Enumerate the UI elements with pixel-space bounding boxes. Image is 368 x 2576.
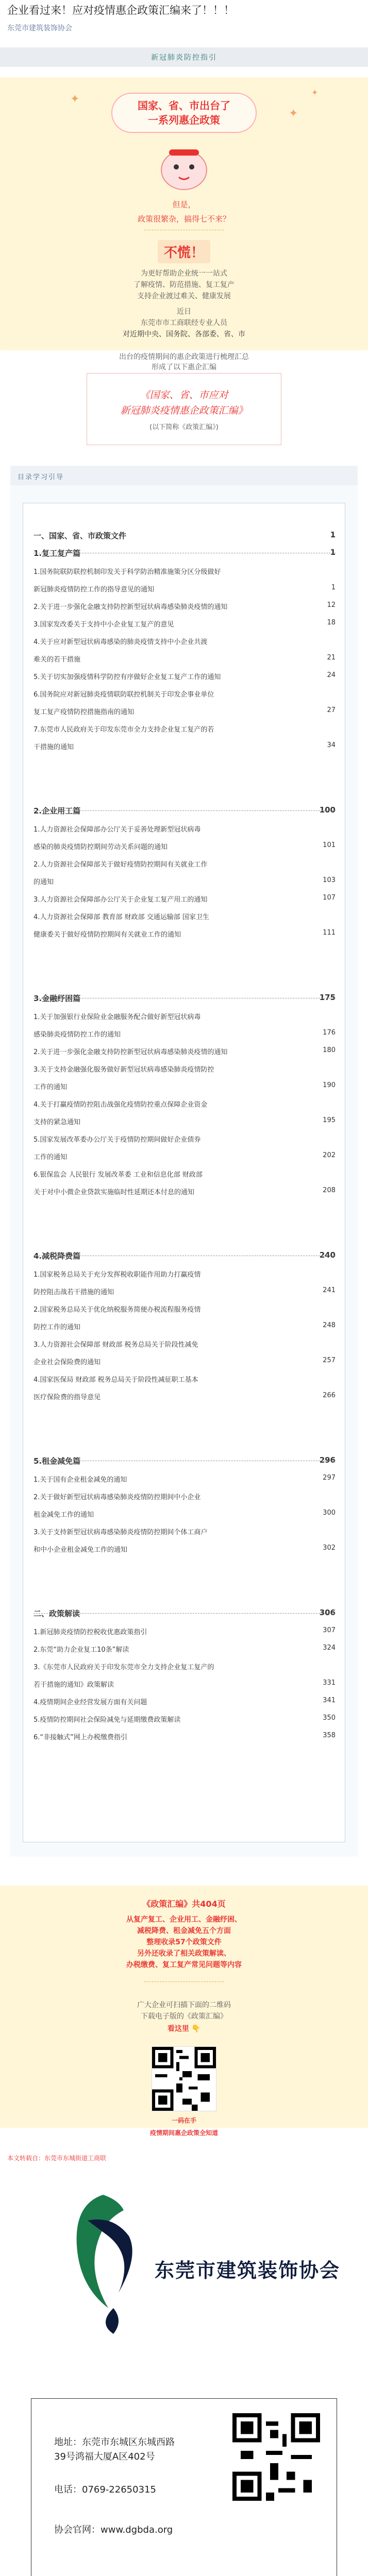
dashed-divider <box>34 1613 336 1614</box>
toc-item-title: 复工复产疫情防控措施指南的通知 <box>34 708 135 716</box>
toc-item-title: 2.关于做好新型冠状病毒感染肺炎疫情防控期间中小企业 <box>34 1494 201 1501</box>
toc-item-page: 103 <box>323 876 336 884</box>
toc-item-title: 1.新冠肺炎疫情防控税收优惠政策指引 <box>34 1629 147 1636</box>
website-link[interactable]: www.dgbda.org <box>101 2524 173 2535</box>
banner-text: 新冠肺炎防控指引 <box>151 54 217 62</box>
toc-item-title: 3.《东莞市人民政府关于印发东莞市全力支持企业复工复产的 <box>34 1664 214 1671</box>
toc-item-page: 21 <box>327 654 336 662</box>
toc-item-title: 难关的若干措施 <box>34 656 81 664</box>
toc-item-page: 331 <box>323 1679 336 1687</box>
summary-line: 从复产复工、企业用工、金融纾困、 <box>126 1916 242 1924</box>
intro-body-line: 近日 <box>177 308 191 316</box>
toc-item-page: 300 <box>323 1509 336 1517</box>
qr-note-look: 看这里 👇 <box>167 2025 201 2033</box>
toc-item-page: 324 <box>323 1644 336 1652</box>
toc-item-title: 4.关于打赢疫情防控阻击战强化疫情防控重点保障企业资金 <box>34 1101 208 1109</box>
toc-heading-page: 306 <box>319 1608 336 1617</box>
toc-item-title: 感染的肺炎疫情防控期间劳动关系问题的通知 <box>34 843 168 851</box>
toc-item-page: 208 <box>323 1187 336 1194</box>
intro-card <box>0 77 368 350</box>
qr-note: 一码在手 <box>171 2117 196 2124</box>
intro-body-line: 为更好帮助企业统一一站式 <box>141 269 227 278</box>
toc-item-title: 7.东莞市人民政府关于印发东莞市全力支持企业复工复产的若 <box>34 726 214 734</box>
star-icon: ✦ <box>311 88 319 97</box>
toc-header-text: 目录学习引导 <box>18 473 64 481</box>
qr-note: 疫情期间惠企政策全知道 <box>149 2129 218 2137</box>
toc-item-title: 3.关于支持新型冠状病毒感染肺炎疫情防控期间个体工商户 <box>34 1529 208 1536</box>
toc-item-title: 防控工作的通知 <box>34 1324 81 1331</box>
no-worry-text: 不慌！ <box>158 240 210 263</box>
toc-item-title: 工作的通知 <box>34 1083 68 1091</box>
toc-item-title: 5.关于切实加强疫情科学防控有序做好企业复工复产工作的通知 <box>34 673 221 681</box>
toc-item-title: 的通知 <box>34 878 54 886</box>
toc-item-title: 3.人力资源社会保障部办公厅关于企业复工复产用工的通知 <box>34 896 208 904</box>
credit-line: 本文转载自：东莞市东城街道工商联 <box>7 2155 107 2162</box>
toc-item-page: 248 <box>323 1321 336 1329</box>
phone-number: 0769-22650315 <box>82 2484 156 2495</box>
toc-heading-title: 二、政策解读 <box>34 1609 80 1618</box>
toc-item-page: 350 <box>323 1714 336 1722</box>
toc-item-page: 176 <box>323 1029 336 1037</box>
toc-heading-page: 100 <box>319 805 336 815</box>
association-logo-icon <box>67 2190 144 2339</box>
toc-item-title: 3.国家发改委关于支持中小企业复工复产的意见 <box>34 621 174 629</box>
compilation-subtitle: (以下简称《政策汇编》) <box>149 423 219 431</box>
toc-item-title: 企业社会保险费的通知 <box>34 1359 101 1366</box>
star-icon: ✦ <box>70 93 80 106</box>
toc-item-page: 190 <box>323 1081 336 1089</box>
intro-body-line: 形成了以下惠企汇编 <box>152 363 216 371</box>
summary-line: 整理收录57个政策文件 <box>146 1938 222 1946</box>
toc-item-title: 关于对中小微企业贷款实施临时性延期还本付息的通知 <box>34 1189 195 1196</box>
toc-item-title: 医疗保险费的指导意见 <box>34 1394 101 1401</box>
toc-item-title: 和中小企业租金减免工作的通知 <box>34 1546 128 1554</box>
qr-note: 广大企业可扫描下面的二维码 <box>137 2001 231 2009</box>
toc-header <box>10 466 358 485</box>
toc-item-page: 1 <box>331 584 336 591</box>
address-line-2: 39号鸿福大厦A区402号 <box>54 2451 155 2462</box>
toc-item-title: 4.国家医保局 财政部 税务总局关于阶段性减征职工基本 <box>34 1376 198 1384</box>
toc-item-title: 3.人力资源社会保障部 财政部 税务总局关于阶段性减免 <box>34 1341 198 1349</box>
toc-item-page: 195 <box>323 1116 336 1124</box>
toc-item-title: 1.关于加强银行业保险业金融服务配合做好新型冠状病毒 <box>34 1013 201 1021</box>
toc-item-page: 111 <box>323 929 336 937</box>
summary-line: 办税缴费、复工复产常见问题等内容 <box>126 1961 242 1969</box>
toc-item-title: 支持的紧急通知 <box>34 1118 81 1126</box>
summary-line: 减税降费、租金减免五个方面 <box>137 1927 231 1935</box>
website-row <box>54 2522 173 2536</box>
phone-label: 电话： <box>54 2484 82 2495</box>
prevention-banner <box>0 47 368 67</box>
toc-item-title: 2.关于进一步强化金融支持防控新型冠状病毒感染肺炎疫情的通知 <box>34 603 228 611</box>
source-account-link[interactable]: 东莞市建筑装饰协会 <box>7 24 72 32</box>
dashed-divider <box>34 810 336 811</box>
toc-item-title: 感染肺炎疫情防控工作的通知 <box>34 1031 121 1039</box>
toc-item-page: 307 <box>323 1626 336 1634</box>
toc-item-title: 租金减免工作的通知 <box>34 1511 94 1519</box>
toc-item-title: 1.国务院联防联控机制印发关于科学防治精准施策分区分级做好 <box>34 568 221 576</box>
toc-item-title: 防控阻击战若干措施的通知 <box>34 1289 114 1296</box>
toc-item-title: 2.人力资源社会保障部关于做好疫情防控期间有关就业工作 <box>34 861 208 869</box>
compilation-title-line-1: 《国家、省、市应对 <box>140 389 228 401</box>
toc-heading-title: 4.减税降费篇 <box>34 1251 81 1261</box>
intro-body-line: 支持企业渡过难关、健康发展 <box>137 292 231 300</box>
pill-line-2: 一系列惠企政策 <box>148 114 220 126</box>
compilation-title-line-2: 新冠肺炎疫情惠企政策汇编》 <box>120 404 248 416</box>
toc-heading-page: 296 <box>319 1455 336 1465</box>
toc-item-page: 107 <box>323 894 336 902</box>
intro-body-line: 对近期中央、国务院、各部委、省、市 <box>123 330 245 338</box>
toc-item-title: 6.银保监会 人民银行 发展改革委 工业和信息化部 财政部 <box>34 1171 203 1179</box>
toc-item-title: 健康委关于做好疫情防控期间有关就业工作的通知 <box>34 931 181 939</box>
association-name: 东莞市建筑装饰协会 <box>155 2259 341 2282</box>
toc-heading-title: 5.租金减免篇 <box>34 1456 81 1466</box>
intro-body-line: 东莞市市工商联经专业人员 <box>141 319 227 327</box>
contact-box <box>31 2398 337 2576</box>
toc-item-page: 341 <box>323 1697 336 1704</box>
toc-heading-title: 1.复工复产篇 <box>34 549 81 558</box>
article-title: 企业看过来！应对疫情惠企政策汇编来了！！！ <box>7 4 235 16</box>
toc-panel <box>23 503 345 1842</box>
toc-item-title: 若干措施的通知》政策解读 <box>34 1681 114 1689</box>
toc-section <box>10 466 358 1857</box>
toc-heading-page: 1 <box>330 530 336 539</box>
mascot-icon <box>150 138 218 194</box>
toc-heading-page: 240 <box>319 1250 336 1260</box>
pill-line-1: 国家、省、市出台了 <box>138 99 230 112</box>
website-label: 协会官网： <box>54 2524 101 2535</box>
toc-item-page: 241 <box>323 1286 336 1294</box>
toc-item-page: 202 <box>323 1151 336 1159</box>
toc-item-title: 4.人力资源社会保障部 教育部 财政部 交通运输部 国家卫生 <box>34 913 209 921</box>
toc-item-title: 3.关于支持金融强化服务做好新型冠状病毒感染肺炎疫情防控 <box>34 1066 214 1074</box>
summary-line: 另外还收录了相关政策解读、 <box>137 1950 231 1958</box>
toc-item-page: 302 <box>323 1544 336 1552</box>
qr-note: 下载电子版的《政策汇编》 <box>141 2012 227 2021</box>
toc-item-page: 12 <box>327 601 336 609</box>
toc-item-title: 6.国务院应对新冠肺炎疫情联防联控机制关于印发企事业单位 <box>34 691 214 699</box>
phone-row <box>54 2482 156 2496</box>
toc-item-page: 266 <box>323 1392 336 1399</box>
toc-item-title: 4.关于应对新型冠状病毒感染的肺炎疫情支持中小企业共渡 <box>34 638 208 646</box>
toc-item-page: 297 <box>323 1474 336 1482</box>
toc-item-page: 18 <box>327 619 336 626</box>
star-icon: ✦ <box>289 107 298 120</box>
toc-item-title: 新冠肺炎疫情防控工作的指导意见的通知 <box>34 586 155 594</box>
toc-heading-title: 一、国家、省、市政策文件 <box>34 531 127 540</box>
toc-item-title: 1.人力资源社会保障部办公厅关于妥善处理新型冠状病毒 <box>34 826 201 834</box>
toc-item-page: 24 <box>327 671 336 679</box>
intro-pill <box>111 93 257 133</box>
toc-item-page: 257 <box>323 1357 336 1364</box>
toc-item-title: 5.疫情防控期间社会保险减免与延期缴费政策解读 <box>34 1716 181 1724</box>
toc-item-page: 180 <box>323 1046 336 1054</box>
toc-heading-page: 175 <box>319 993 336 1002</box>
download-qr-code[interactable] <box>152 2046 216 2111</box>
toc-item-title: 干措施的通知 <box>34 743 74 751</box>
address-label: 地址： <box>54 2437 82 2448</box>
toc-heading-page: 1 <box>330 548 336 557</box>
toc-item-title: 1.国家税务总局关于充分发挥税收职能作用助力打赢疫情 <box>34 1271 201 1279</box>
toc-item-title: 2.东莞“助力企业复工10条”解读 <box>34 1646 129 1654</box>
toc-item-title: 2.国家税务总局关于优化纳税服务简便办税流程服务疫情 <box>34 1306 201 1314</box>
toc-heading-title: 2.企业用工篇 <box>34 806 81 816</box>
association-qr-code[interactable] <box>232 2413 320 2501</box>
toc-item-page: 27 <box>327 706 336 714</box>
summary-pages: 《政策汇编》共404页 <box>142 1899 226 1909</box>
dashed-divider <box>144 1981 224 1982</box>
compilation-title-box <box>87 373 281 445</box>
toc-item-title: 5.国家发展改革委办公厅关于疫情防控期间做好企业债券 <box>34 1136 201 1144</box>
toc-item-title: 1.关于国有企业租金减免的通知 <box>34 1476 127 1484</box>
address-line-1: 东莞市东城区东城西路 <box>82 2437 175 2448</box>
toc-item-title: 4.疫情期间企业经营发展方面有关问题 <box>34 1699 147 1706</box>
intro-body-line: 了解疫情、防范措施、复工复产 <box>133 281 235 289</box>
toc-item-page: 101 <box>323 841 336 849</box>
toc-item-title: 6.“非接触式”网上办税缴费指引 <box>34 1734 127 1741</box>
no-worry-label <box>0 240 368 263</box>
notice-complex: 政策很繁杂，搞得七不来？ <box>137 214 230 224</box>
notice-but: 但是， <box>172 200 196 209</box>
toc-item-page: 358 <box>323 1732 336 1739</box>
intro-body-line: 出台的疫情期间的惠企政策进行梳理汇总 <box>119 353 249 361</box>
toc-item-title: 2.关于进一步强化金融支持防控新型冠状病毒感染肺炎疫情的通知 <box>34 1048 228 1056</box>
toc-item-title: 工作的通知 <box>34 1154 68 1161</box>
toc-item-page: 34 <box>327 741 336 749</box>
address-row <box>54 2435 175 2448</box>
toc-heading-title: 3.金融纾困篇 <box>34 994 81 1003</box>
